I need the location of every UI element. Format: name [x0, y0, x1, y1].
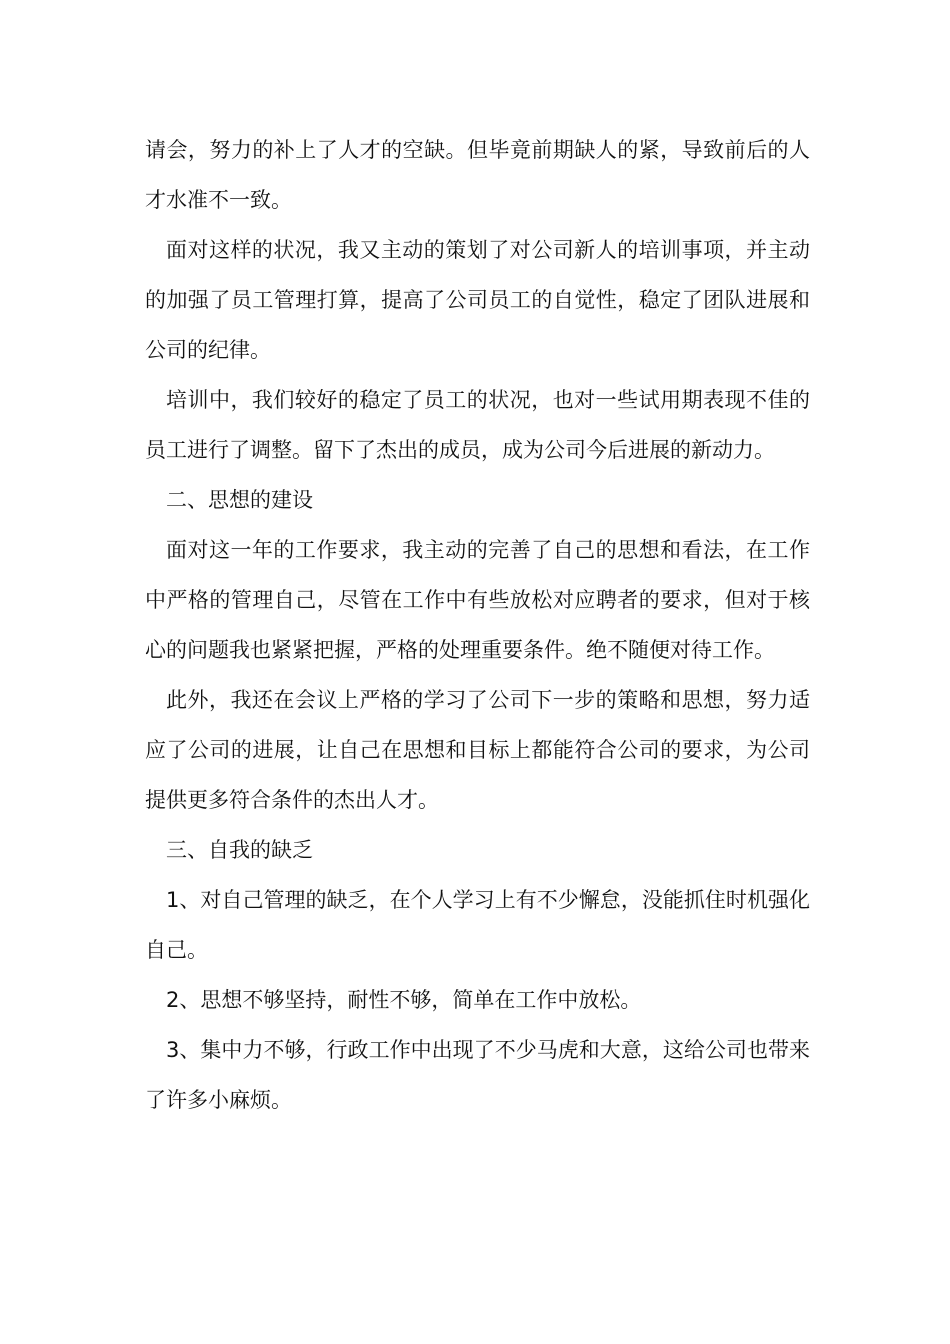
paragraph-training-result: 培训中，我们较好的稳定了员工的状况，也对一些试用期表现不佳的员工进行了调整。留下了杰出的成员，成为公司今后进展的新动力。 — [145, 388, 810, 462]
document-body — [145, 125, 810, 1125]
list-item-shortcoming-3: 3、集中力不够，行政工作中出现了不少马虎和大意，这给公司也带来了许多小麻烦。 — [145, 1038, 810, 1112]
paragraph-continuation: 请会，努力的补上了人才的空缺。但毕竟前期缺人的紧，导致前后的人才水准不一致。 — [145, 138, 810, 212]
paragraph-training-plan: 面对这样的状况，我又主动的策划了对公司新人的培训事项，并主动的加强了员工管理打算，提高了公司员工的自觉性，稳定了团队进展和公司的纪律。 — [145, 238, 810, 362]
paragraph-thought-meetings: 此外，我还在会议上严格的学习了公司下一步的策略和思想，努力适应了公司的进展，让自己在思想和目标上都能符合公司的要求，为公司提供更多符合条件的杰出人才。 — [145, 688, 810, 812]
section-heading-shortcomings: 三、自我的缺乏 — [166, 838, 313, 862]
list-item-shortcoming-2: 2、思想不够坚持，耐性不够，简单在工作中放松。 — [166, 988, 642, 1012]
section-heading-thought: 二、思想的建设 — [166, 488, 313, 512]
paragraph-thought-requirements: 面对这一年的工作要求，我主动的完善了自己的思想和看法，在工作中严格的管理自己，尽管在工作中有些放松对应聘者的要求，但对于核心的问题我也紧紧把握，严格的处理重要条件。绝不随便对待工作。 — [145, 538, 810, 662]
list-item-shortcoming-1: 1、对自己管理的缺乏，在个人学习上有不少懈怠，没能抓住时机强化自己。 — [145, 888, 810, 962]
